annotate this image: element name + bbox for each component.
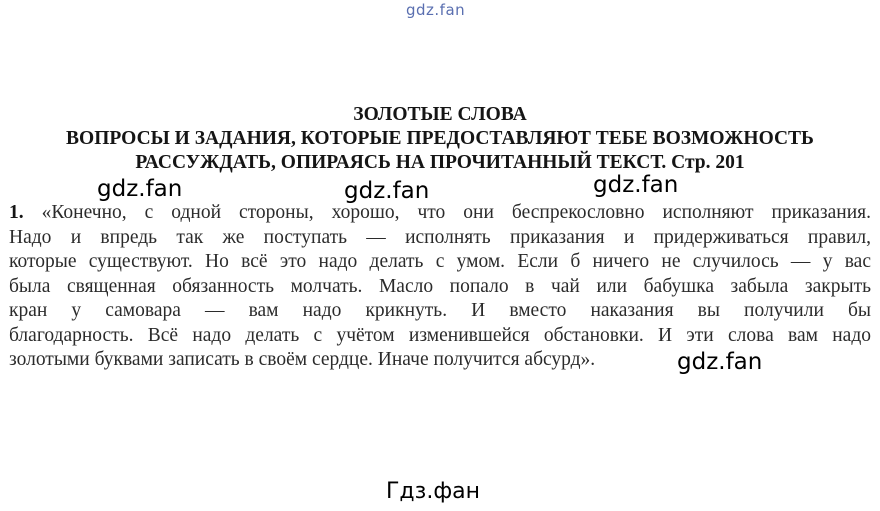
answer-line: Надо и впредь так же поступать — исполнять приказания и придерживаться правил, <box>9 226 871 248</box>
watermark: gdz.fan <box>677 349 763 375</box>
answer-line: благодарность. Всё надо делать с учётом изменившейся обстановки. И эти слова вам надо <box>9 324 871 346</box>
watermark: gdz.fan <box>97 176 183 202</box>
answer-line <box>9 201 871 226</box>
page-heading <box>0 103 880 175</box>
watermark-top: gdz.fan <box>406 1 466 19</box>
watermark: gdz.fan <box>344 178 430 204</box>
heading-subtitle-line-2: РАССУЖДАТЬ, ОПИРАЯСЬ НА ПРОЧИТАННЫЙ ТЕКСТ. Стр. 201 <box>135 152 745 173</box>
watermark: gdz.fan <box>593 172 679 198</box>
answer-line: была священная обязанность молчать. Масло попало в чай или бабушка забыла закрыть <box>9 275 871 297</box>
heading-subtitle-line-1: ВОПРОСЫ И ЗАДАНИЯ, КОТОРЫЕ ПРЕДОСТАВЛЯЮТ ТЕБЕ ВОЗМОЖНОСТЬ <box>66 128 814 149</box>
heading-title: ЗОЛОТЫЕ СЛОВА <box>353 104 527 125</box>
watermark-bottom: Гдз.фан <box>386 479 480 504</box>
answer-line: которые существуют. Но всё это надо делать с умом. Если б ничего не случилось — у вас <box>9 251 871 272</box>
answer-number: 1. <box>9 202 24 223</box>
answer-line: кран у самовара — вам надо крикнуть. И вместо наказания вы получили бы <box>9 300 871 321</box>
answer-paragraph <box>9 201 871 373</box>
answer-line-text: «Конечно, с одной стороны, хорошо, что они беспрекословно исполняют приказания. <box>41 202 871 223</box>
answer-line: золотыми буквами записать в своём сердце. Иначе получится абсурд». <box>9 349 596 370</box>
